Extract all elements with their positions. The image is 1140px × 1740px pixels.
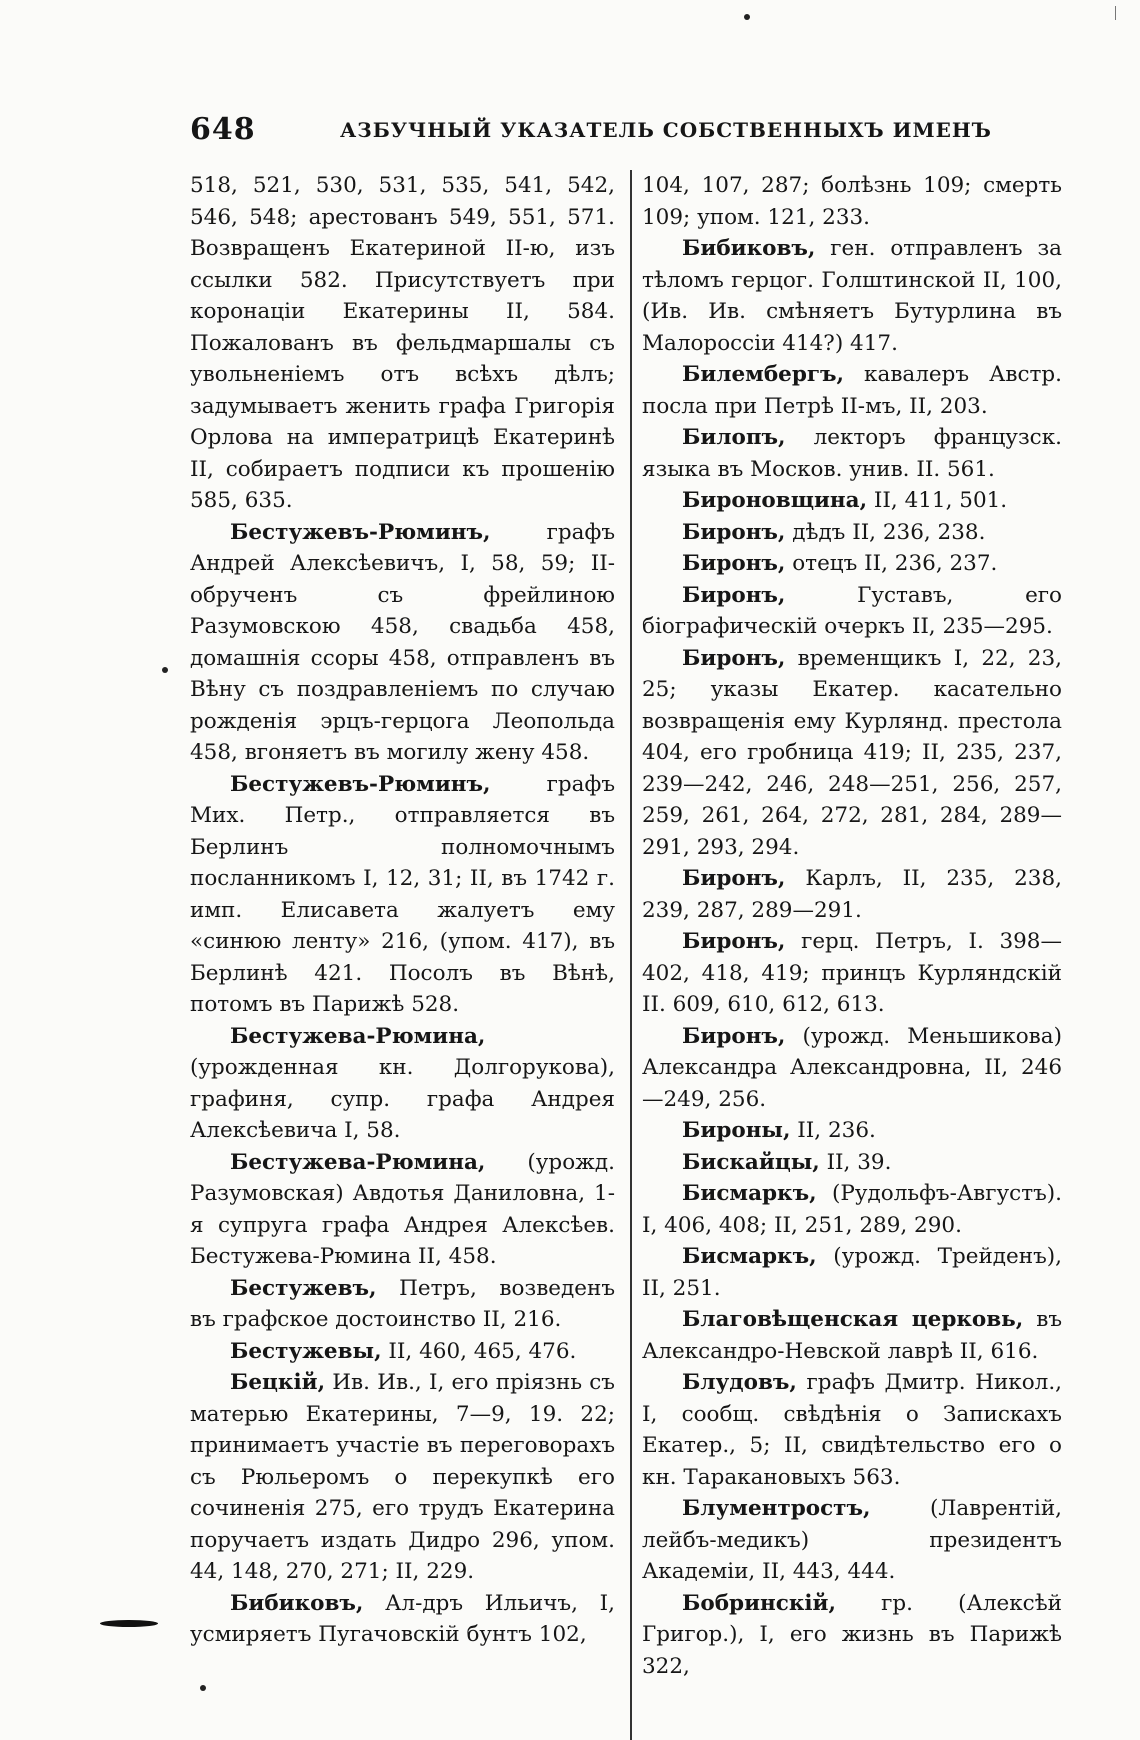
entry-text: Карлъ, II, 235, 238, 239, 287, 289—291. [642,866,1062,923]
index-entry [642,359,1062,422]
entry-heading: Бибиковъ, [682,236,816,261]
entry-heading: Биронъ, [682,645,786,671]
edge-mark [1115,6,1116,20]
entry-heading: Бисмаркъ, [682,1181,817,1206]
page-number: 648 [190,112,256,147]
running-title: АЗБУЧНЫЙ УКАЗАТЕЛЬ СОБСТВЕННЫХЪ ИМЕНЪ [340,118,992,142]
index-entry-continuation [190,170,615,517]
index-entry [642,485,1062,517]
entry-text: графъ Дмитр. Никол., I, сообщ. свѣдѣнія о Запискахъ Екатер., 5; II, свидѣтельство его о кн. Таракановыхъ 563. [642,1370,1062,1490]
ink-speck [744,14,750,20]
entry-text: (урожденная кн. Долгорукова), графиня, супр. графа Андрея Алексѣевича I, 58. [190,1055,615,1143]
entry-heading: Блументростъ, [682,1496,871,1521]
entry-text: Ал-дръ Ильичъ, I, усмиряетъ Пугачовскій бунтъ 102, [190,1590,615,1647]
entry-heading: Бобринскій, [682,1590,836,1616]
index-entry [642,580,1062,643]
entry-text: 518, 521, 530, 531, 535, 541, 542, 546, 548; арестованъ 549, 551, 571. Возвращенъ Екатериной II-ю, изъ ссылки 582. Присутствуетъ при коронаціи Екатерины II, 584. Пожалованъ въ фельдмаршалы съ увольненіемъ отъ всѣхъ дѣлъ; задумываетъ женить графа Григорія Орлова на императрицѣ Екатеринѣ II, собираетъ подписи къ прошенію 585, 635. [190,173,615,513]
index-entry [190,1021,615,1147]
entry-heading: Биронъ, [682,1023,786,1049]
entry-heading: Бестужева-Рюмина, [230,1023,486,1049]
entry-text: гр. (Алексѣй Григор.), I, его жизнь въ Парижѣ 322, [642,1590,1062,1679]
index-entry [642,926,1062,1021]
left-column [190,170,615,1651]
entry-text: лекторъ французск. языка въ Москов. унив. II. 561. [642,425,1062,482]
index-entry [642,1115,1062,1147]
entry-text: Петръ, возведенъ въ графское достоинство II, 216. [190,1275,615,1332]
index-entry [642,1304,1062,1367]
entry-heading: Бискайцы, [682,1149,820,1175]
index-entry [642,1493,1062,1588]
entry-heading: Бестужевы, [230,1338,382,1364]
right-column [642,170,1062,1682]
index-entry [190,517,615,769]
entry-heading: Биронъ, [682,929,786,954]
ink-speck [162,667,168,673]
index-entry-continuation [642,170,1062,233]
entry-text: Густавъ, его біографическій очеркъ II, 235—295. [642,582,1062,639]
entry-text: II, 460, 465, 476. [381,1338,577,1364]
index-entry [642,548,1062,580]
entry-text: II, 39. [819,1149,892,1175]
entry-heading: Билопъ, [682,425,786,450]
entry-heading: Блудовъ, [682,1370,797,1395]
entry-text: дѣдъ II, 236, 238. [785,519,986,545]
entry-text: (Рудольфъ-Августъ). I, 406, 408; II, 251, 289, 290. [642,1181,1062,1238]
entry-text: временщикъ I, 22, 23, 25; указы Екатер. касательно возвращенія ему Курлянд. престола 404, его гробница 419; II, 235, 237, 239—242, 246, 248—251, 256, 257, 259, 261, 264, 272, 281, 284, 289—291, 293, 294. [642,645,1062,860]
index-entry [642,1588,1062,1683]
index-entry [642,1241,1062,1304]
index-entry [190,769,615,1021]
column-divider [630,170,632,1740]
index-entry [190,1273,615,1336]
entry-text: II, 236. [790,1118,876,1143]
entry-heading: Благовѣщенская церковь, [682,1307,1024,1332]
index-entry [642,643,1062,864]
entry-heading: Бестужевъ-Рюминъ, [230,771,491,797]
entry-heading: Бестужевъ, [230,1275,377,1301]
entry-text: въ Александро-Невской лаврѣ II, 616. [642,1307,1063,1364]
index-entry [190,1367,615,1588]
index-entry [642,422,1062,485]
entry-heading: Бестужевъ-Рюминъ, [230,519,491,545]
entry-text: 104, 107, 287; болѣзнь 109; смерть 109; упом. 121, 233. [642,173,1062,230]
entry-text: ген. отправленъ за тѣломъ герцог. Голштинской II, 100, (Ив. Ив. смѣняетъ Бутурлина въ Малороссіи 414?) 417. [642,236,1062,356]
entry-heading: Бибиковъ, [230,1590,364,1616]
entry-text: (Лаврентій, лейбъ-медикъ) президентъ Академіи, II, 443, 444. [642,1496,1062,1584]
ink-speck [200,1685,206,1691]
entry-heading: Бисмаркъ, [682,1244,817,1269]
entry-heading: Бироновщина, [682,488,868,513]
entry-text: отецъ II, 236, 237. [785,551,998,576]
entry-heading: Биронъ, [682,519,786,545]
index-entry [642,863,1062,926]
entry-heading: Бецкій, [230,1370,326,1395]
index-entry [190,1147,615,1273]
entry-heading: Бироны, [682,1118,791,1143]
index-entry [642,1147,1062,1179]
entry-text: (урожд. Меньшикова) Александра Александровна, II, 246—249, 256. [642,1023,1062,1112]
index-entry [642,1367,1062,1493]
index-entry [190,1588,615,1651]
entry-text: II, 411, 501. [867,488,1008,513]
entry-heading: Бестужева-Рюмина, [230,1149,486,1175]
index-entry [190,1336,615,1368]
index-entry [642,1021,1062,1116]
entry-text: Ив. Ив., I, его пріязнь съ матерью Екатерины, 7—9, 19. 22; принимаетъ участіе въ переговорахъ съ Рюльеромъ о перекупкѣ его сочиненія 275, его трудъ Екатерина поручаетъ издать Дидро 296, упом. 44, 148, 270, 271; II, 229. [190,1370,615,1584]
ink-dash-mark [100,1620,158,1627]
entry-text: графъ Мих. Петр., отправляется въ Берлинъ полномочнымъ посланникомъ I, 12, 31; II, въ 1742 г. имп. Елисавета жалуетъ ему «синюю ленту» 216, (упом. 417), въ Берлинѣ 421. Посолъ въ Вѣнѣ, потомъ въ Парижѣ 528. [190,771,615,1017]
entry-heading: Билембергъ, [682,362,845,387]
entry-text: кавалеръ Австр. посла при Петрѣ II-мъ, II, 203. [642,362,1062,419]
entry-text: герц. Петръ, I. 398—402, 418, 419; принцъ Курляндскій II. 609, 610, 612, 613. [642,929,1062,1017]
entry-heading: Биронъ, [682,866,786,891]
entry-heading: Биронъ, [682,582,786,608]
index-entry [642,517,1062,549]
entry-text: (урожд. Трейденъ), II, 251. [642,1244,1062,1301]
entry-text: графъ Андрей Алексѣевичъ, I, 58, 59; II-обрученъ съ фрейлиною Разумовскою 458, свадьба 458, домашнія ссоры 458, отправленъ въ Вѣну съ поздравленіемъ по случаю рожденія эрцъ-герцога Леопольда 458, вгоняетъ въ могилу жену 458. [190,519,615,765]
index-entry [642,233,1062,359]
index-entry [642,1178,1062,1241]
entry-text: (урожд. Разумовская) Авдотья Даниловна, 1-я супруга графа Андрея Алексѣев. Бестужева-Рюмина II, 458. [190,1149,615,1269]
entry-heading: Биронъ, [682,551,786,576]
